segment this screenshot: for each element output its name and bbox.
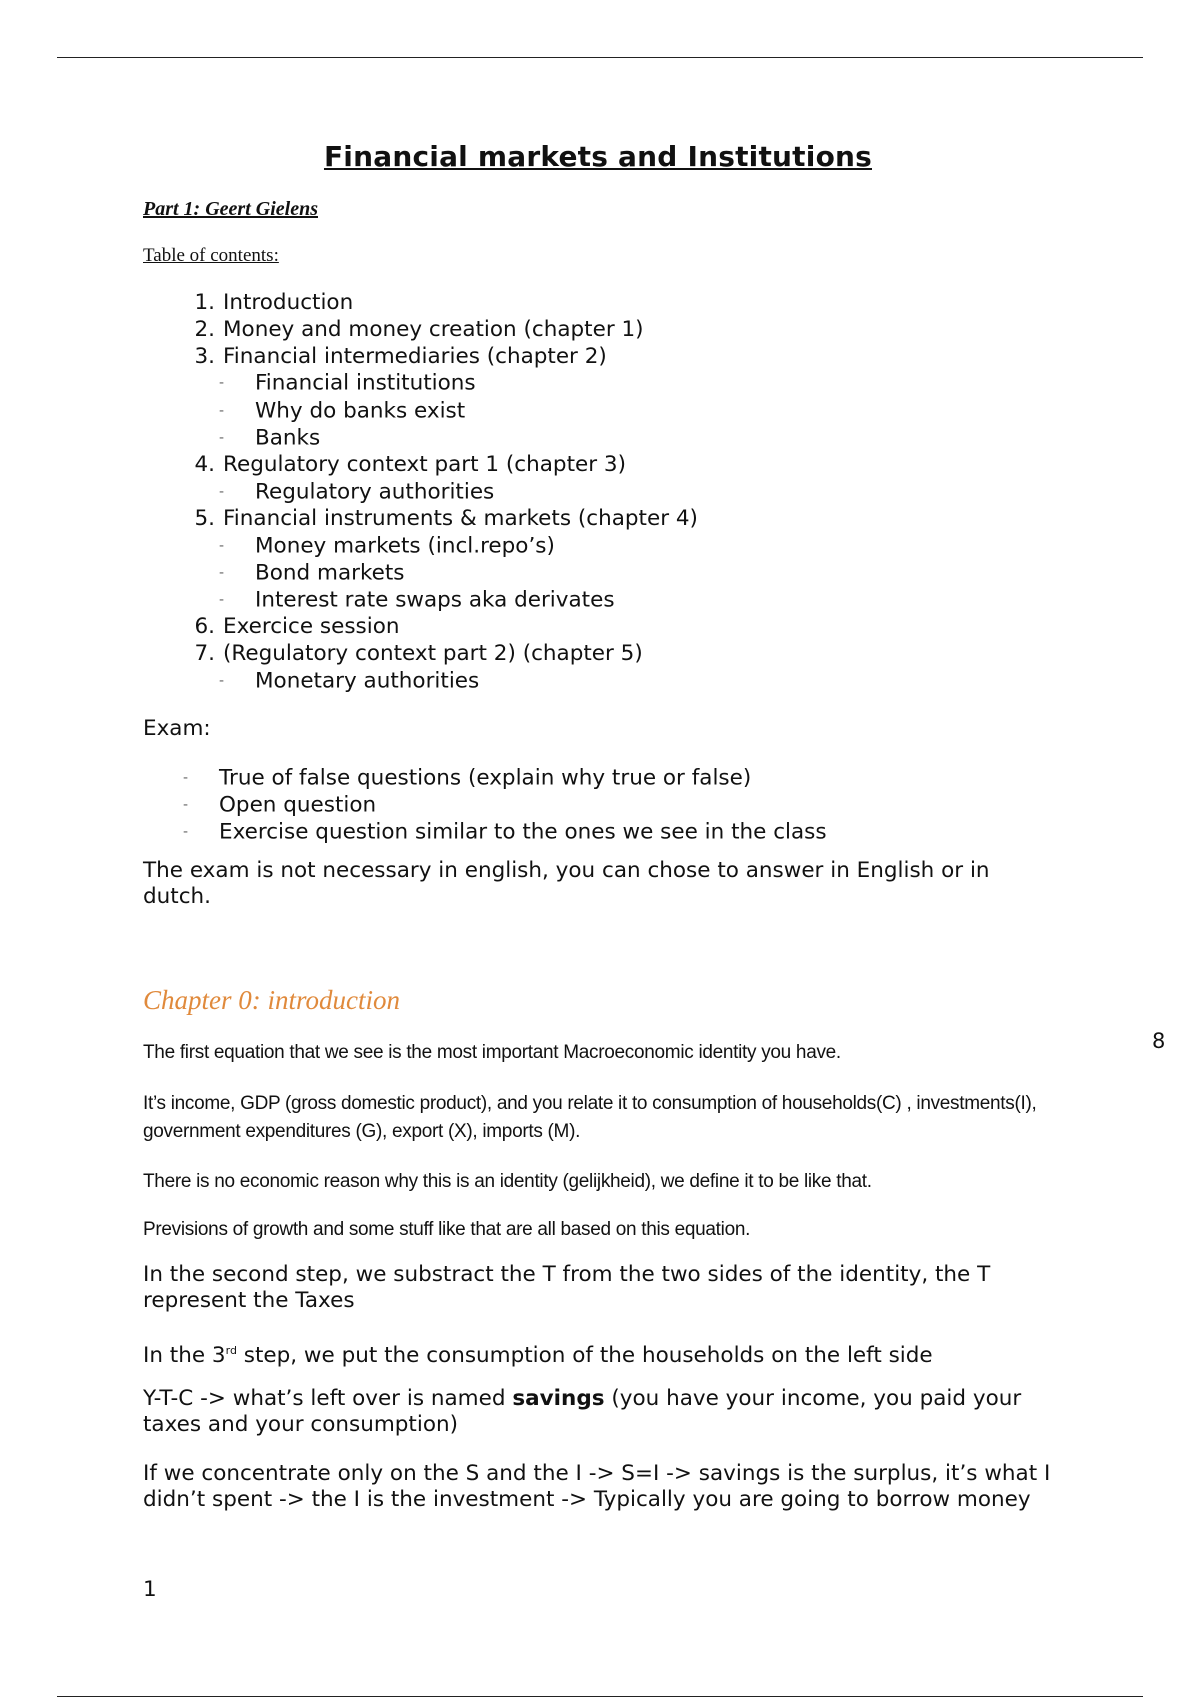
paragraph: The first equation that we see is the most important Macroeconomic identity you have.: [143, 1042, 841, 1063]
dash-bullet: -: [219, 565, 225, 581]
toc-subitem-label: Regulatory authorities: [255, 479, 495, 505]
toc-item-number: 7.: [194, 641, 215, 667]
toc-item: [143, 344, 698, 371]
toc-subitem: [143, 370, 698, 397]
dash-bullet: -: [219, 402, 225, 419]
paragraph-text: Y-T-C -> what’s left over is named: [143, 1386, 513, 1411]
chapter-heading: Chapter 0: introduction: [143, 985, 400, 1015]
toc-item-label: Regulatory context part 1 (chapter 3): [223, 452, 626, 477]
table-of-contents: [143, 290, 698, 695]
toc-label: Table of contents:: [143, 245, 279, 266]
margin-number: 8: [1152, 1029, 1166, 1053]
bold-term: savings: [512, 1386, 605, 1411]
toc-subitem-label: Why do banks exist: [255, 398, 466, 423]
toc-subitem-label: Money markets (incl.repo’s): [255, 533, 555, 559]
dash-bullet: -: [219, 483, 225, 500]
exam-item-label: Open question: [219, 792, 377, 818]
superscript: rd: [225, 1344, 237, 1357]
dash-bullet: -: [219, 375, 225, 392]
toc-subitem-label: Monetary authorities: [255, 668, 480, 694]
exam-label: Exam:: [143, 716, 211, 741]
toc-subitem-label: Banks: [255, 425, 321, 451]
exam-item-label: Exercise question similar to the ones we see in the class: [219, 819, 827, 845]
toc-item-number: 2.: [194, 316, 215, 342]
header-rule: [57, 57, 1143, 58]
toc-item-label: Financial intermediaries (chapter 2): [223, 343, 607, 369]
dash-bullet: -: [183, 824, 189, 841]
toc-item-number: 3.: [194, 343, 215, 369]
dash-bullet: -: [183, 770, 189, 786]
toc-item-label: (Regulatory context part 2) (chapter 5): [223, 641, 643, 667]
dash-bullet: -: [219, 537, 225, 554]
toc-subitem-label: Financial institutions: [255, 370, 476, 396]
toc-item-label: Money and money creation (chapter 1): [223, 316, 644, 342]
toc-item: [143, 614, 698, 641]
toc-subitem-label: Interest rate swaps aka derivates: [255, 587, 615, 613]
toc-item: [143, 452, 698, 479]
toc-item-number: 6.: [194, 614, 215, 640]
paragraph-text: In the 3: [143, 1343, 226, 1369]
exam-list: [143, 765, 827, 847]
paragraph: Previsions of growth and some stuff like that are all based on this equation.: [143, 1219, 751, 1240]
toc-subitem: [143, 533, 698, 560]
paragraph: It’s income, GDP (gross domestic product), and you relate it to consumption of households(C) , investments(I), government expenditures (G), export (X), imports (M).: [143, 1093, 1037, 1142]
paragraph-text: step, we put the consumption of the households on the left side: [236, 1343, 933, 1369]
toc-item-number: 4.: [194, 452, 215, 477]
toc-item: [143, 317, 698, 344]
paragraph: There is no economic reason why this is an identity (gelijkheid), we define it to be like that.: [143, 1171, 872, 1192]
dash-bullet: -: [219, 592, 225, 609]
toc-subitem-label: Bond markets: [255, 560, 405, 586]
toc-item-label: Financial instruments & markets (chapter 4): [223, 506, 698, 531]
toc-item: [143, 290, 698, 317]
paragraph: [143, 1386, 1063, 1438]
exam-item: [143, 792, 827, 819]
toc-subitem: [143, 668, 698, 695]
toc-subitem: [143, 425, 698, 452]
toc-subitem: [143, 560, 698, 587]
dash-bullet: -: [219, 673, 225, 689]
document-title: Financial markets and Institutions: [323, 140, 872, 173]
paragraph: In the second step, we substract the T from the two sides of the identity, the T represent the Taxes: [143, 1262, 991, 1313]
toc-subitem: [143, 479, 698, 506]
toc-subitem: [143, 398, 698, 425]
exam-note: The exam is not necessary in english, you can chose to answer in English or in dutch.: [143, 858, 990, 909]
toc-subitem: [143, 587, 698, 614]
toc-item: [143, 641, 698, 668]
exam-item: [143, 819, 827, 846]
exam-item: [143, 765, 827, 792]
exam-item-label: True of false questions (explain why true or false): [219, 765, 752, 791]
toc-item-label: Introduction: [223, 290, 354, 315]
page-number: 1: [143, 1577, 157, 1602]
dash-bullet: -: [183, 797, 189, 814]
paragraph: [143, 1338, 1063, 1369]
paragraph-text: (you have your income, you paid your taxes and your consumption): [143, 1386, 1022, 1437]
part-heading: Part 1: Geert Gielens: [143, 198, 318, 220]
toc-item: [143, 506, 698, 533]
paragraph: If we concentrate only on the S and the I -> S=I -> savings is the surplus, it’s what I didn’t spent -> the I is the investment -> Typically you are going to borrow money: [143, 1461, 1051, 1512]
toc-item-label: Exercice session: [223, 614, 400, 640]
footer-rule: [57, 1696, 1143, 1697]
toc-item-number: 5.: [194, 506, 215, 531]
toc-item-number: 1.: [194, 290, 215, 315]
dash-bullet: -: [219, 429, 225, 446]
